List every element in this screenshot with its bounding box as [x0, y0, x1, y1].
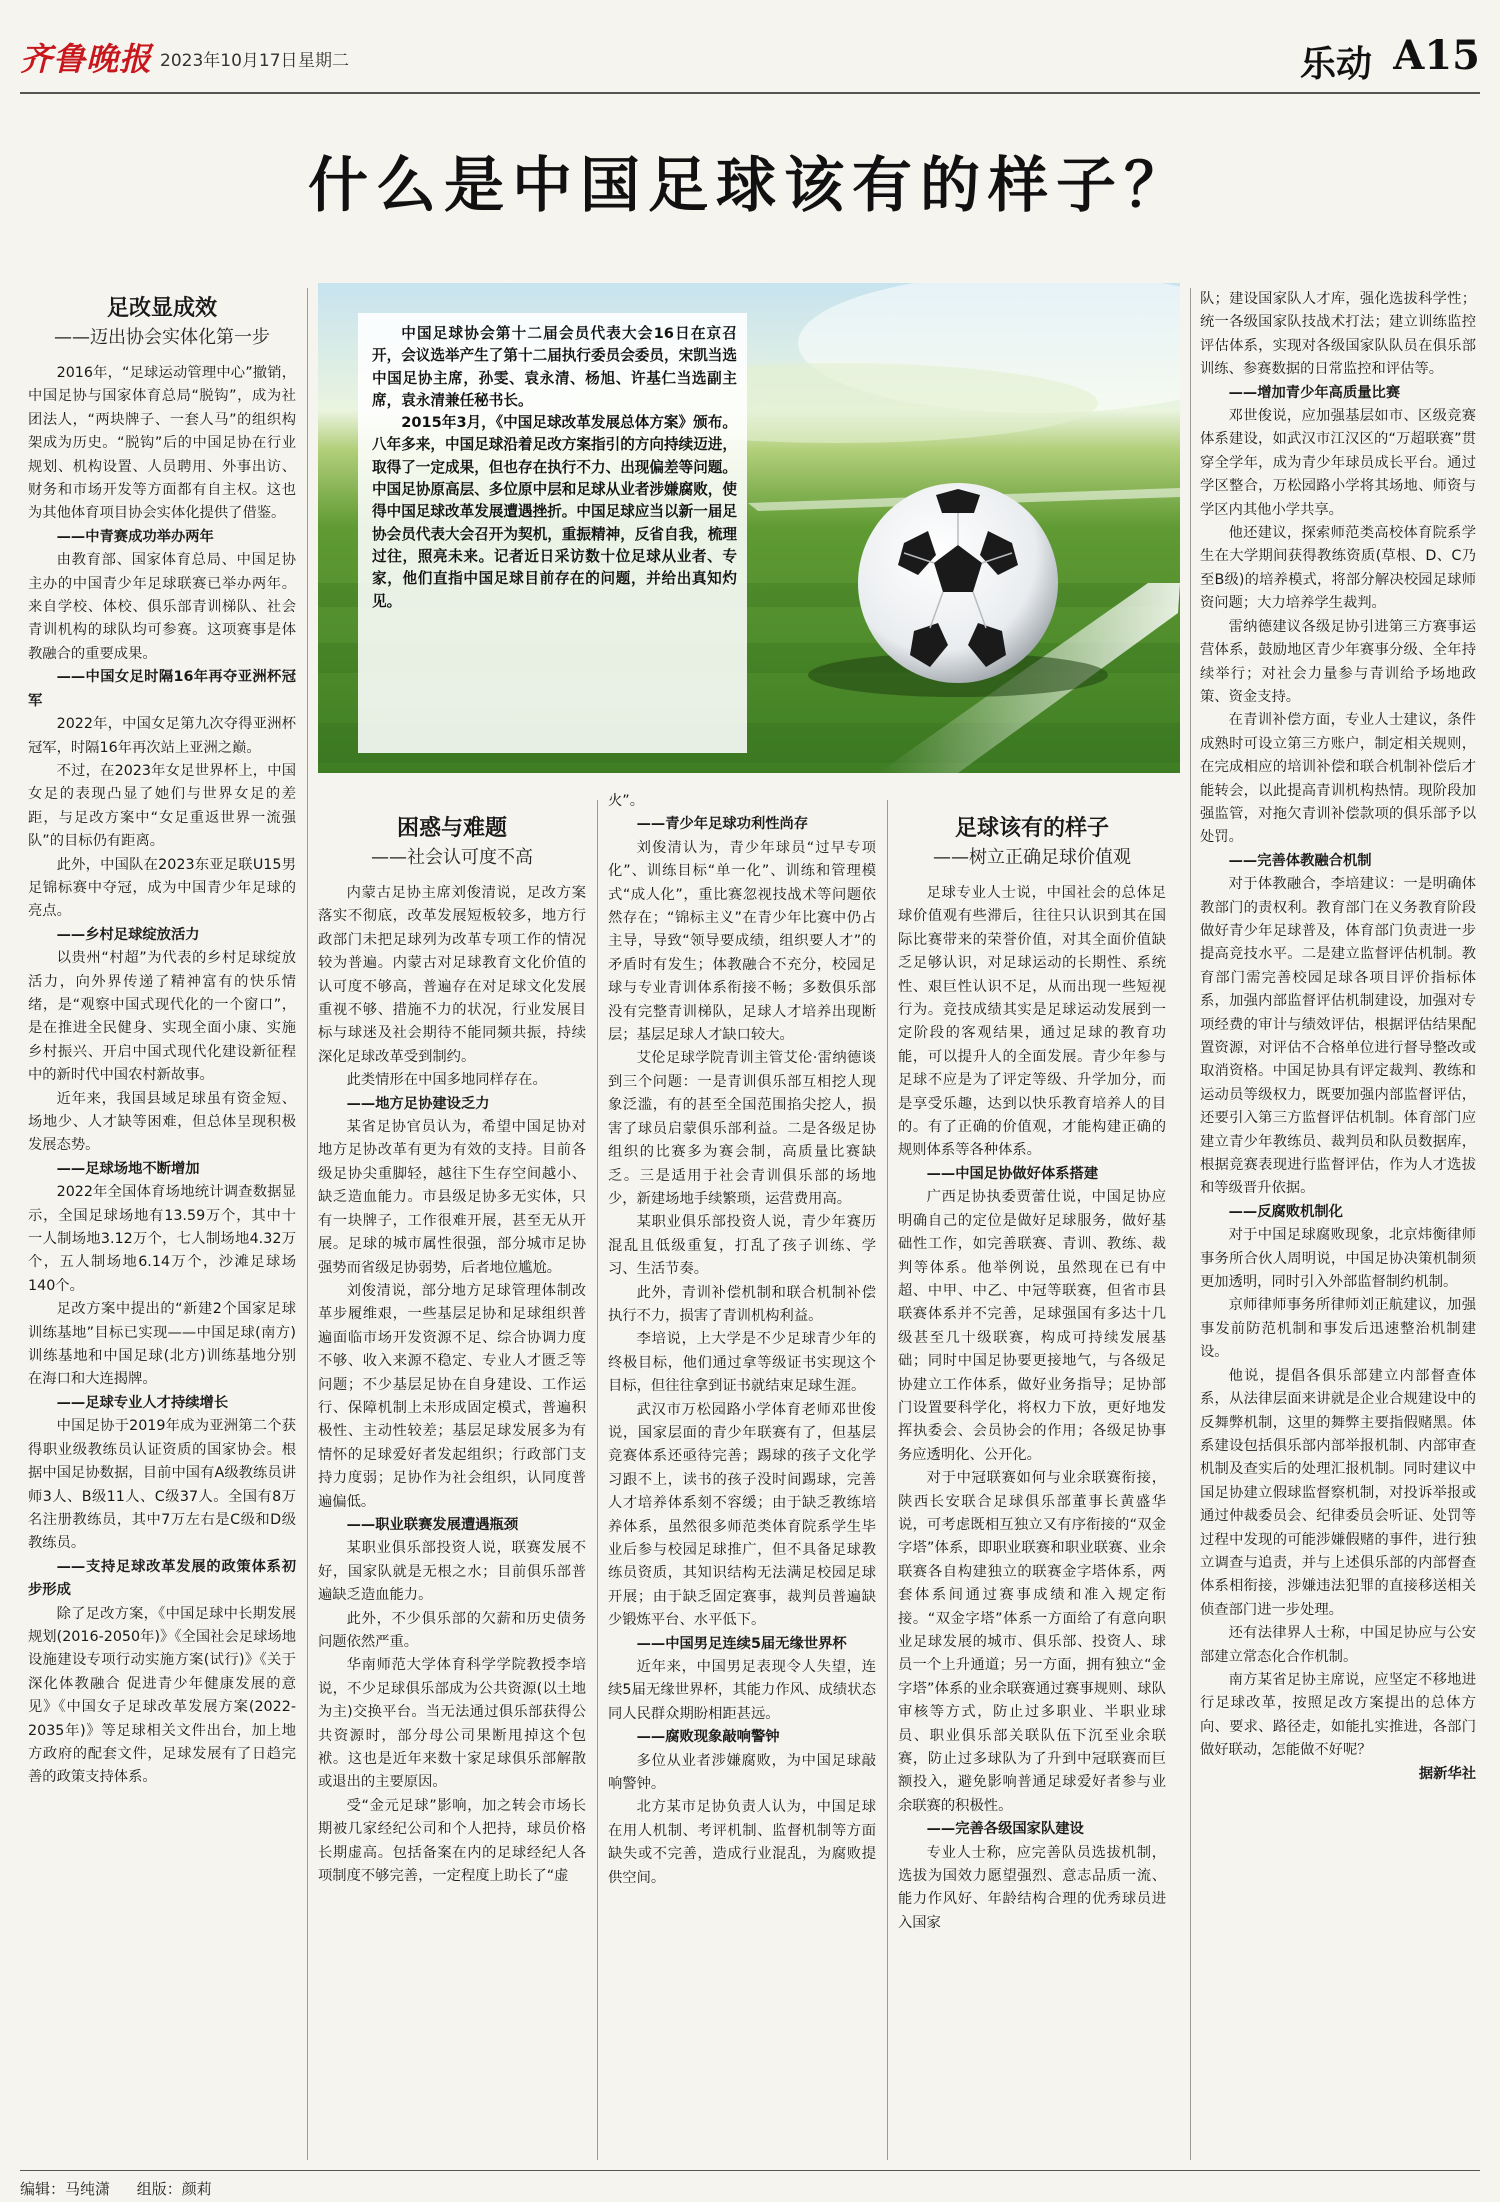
body-paragraph: 李培说，上大学是不少足球青少年的终极目标，他们通过拿等级证书实现这个目标，但往往拿到证书就结束足球生涯。 [608, 1331, 876, 1395]
section-subtitle: ——迈出协会实体化第一步 [54, 327, 270, 348]
subsection-heading: ——中青赛成功举办两年 [56, 528, 214, 545]
body-paragraph: 此外，不少俱乐部的欠薪和历史债务问题依然严重。 [318, 1610, 586, 1650]
body-paragraph: 在青训补偿方面，专业人士建议，条件成熟时可设立第三方账户，制定相关规则，在完成相应的培训补偿和联合机制补偿后才能转会，以此提高青训机构热情。现阶段加强监管，对拖欠青训补偿款项的俱乐部予以处罚。 [1200, 712, 1476, 846]
column-body [28, 362, 296, 1790]
body-paragraph: 某职业俱乐部投资人说，联赛发展不好，国家队就是无根之水；目前俱乐部普遍缺乏造血能力。 [318, 1540, 586, 1604]
body-paragraph: 中国足协于2019年成为亚洲第二个获得职业级教练员认证资质的国家协会。根据中国足协数据，目前中国有A级教练员讲师3人、B级11人、C级37人。全国有8万名注册教练员，其中7万左右是C级和D级教练员。 [28, 1418, 296, 1552]
body-paragraph: 受“金元足球”影响，加之转会市场长期被几家经纪公司和个人把持，球员价格长期虚高。包括备案在内的足球经纪人各项制度不够完善，一定程度上助长了“虚 [318, 1797, 586, 1885]
section-subtitle: ——树立正确足球价值观 [933, 847, 1131, 868]
body-paragraph: 对于中冠联赛如何与业余联赛衔接，陕西长安联合足球俱乐部董事长黄盛华说，可考虑既相互独立又有序衔接的“双金字塔”体系，即职业联赛和职业联赛、业余联赛各自构建独立的联赛金字塔体系，两套体系间通过赛事成绩和准入规定衔接。“双金字塔”体系一方面给了有意向职业足球发展的城市、俱乐部、投资人、球员一个上升通道；另一方面，拥有独立“金字塔”体系的业余联赛通过赛事规则、球队审核等方式，防止过多职业、半职业球员、职业俱乐部关联队伍下沉至业余联赛，防止过多球队为了升到中冠联赛而巨额投入，避免影响普通足球爱好者参与业余联赛的积极性。 [898, 1470, 1166, 1814]
masthead [20, 30, 1480, 90]
column-divider [307, 288, 308, 2160]
lead-summary [358, 313, 747, 753]
section-name: 乐动 [1299, 44, 1372, 85]
subsection-heading: ——乡村足球绽放活力 [56, 926, 200, 943]
source-credit: 据新华社 [1418, 1765, 1476, 1782]
column-divider [597, 800, 598, 2160]
header-rule [20, 92, 1480, 94]
body-paragraph: 专业人士称，应完善队员选拔机制，选拔为国效力愿望强烈、意志品质一流、能力作风好、年龄结构合理的优秀球员进入国家 [898, 1844, 1166, 1931]
body-paragraph: 多位从业者涉嫌腐败，为中国足球敲响警钟。 [608, 1752, 876, 1793]
subsection-heading: ——足球专业人才持续增长 [56, 1394, 229, 1411]
section-title: 足球该有的样子 [954, 815, 1109, 841]
body-paragraph: 北方某市足协负责人认为，中国足球在用人机制、考评机制、监督机制等方面缺失或不完善，造成行业混乱，为腐败提供空间。 [608, 1799, 876, 1886]
body-paragraph: 武汉市万松园路小学体育老师邓世俊说，国家层面的青少年联赛有了，但基层竞赛体系还亟待完善；踢球的孩子文化学习跟不上，读书的孩子没时间踢球，完善人才培养体系刻不容缓；由于缺乏教练培养体系，虽然很多师范类体育院系学生毕业后参与校园足球推广，但不具备足球教练员资质，其知识结构无法满足校园足球开展；由于缺乏固定赛事，裁判员普遍缺少锻炼平台、水平低下。 [608, 1401, 876, 1629]
column-5 [1200, 288, 1476, 2164]
section-title: 足改显成效 [106, 295, 217, 321]
body-paragraph: 南方某省足协主席说，应坚定不移地进行足球改革，按照足改方案提出的总体方向、要求、路径走，如能扎实推进，各部门做好联动，怎能做不好呢？ [1200, 1671, 1476, 1759]
body-paragraph: 此外，中国队在2023东亚足联U15男足锦标赛中夺冠，成为中国青少年足球的亮点。 [28, 856, 296, 920]
lead-paragraph: 中国足球协会第十二届会员代表大会16日在京召开，会议选举产生了第十二届执行委员会委员，宋凯当选中国足协主席，孙雯、袁永清、杨旭、许基仁当选副主席，袁永清兼任秘书长。 [372, 325, 737, 409]
hero-image [318, 283, 1180, 773]
column-divider [887, 800, 888, 2160]
column-1 [28, 290, 296, 2162]
body-paragraph: 除了足改方案，《中国足球中长期发展规划(2016-2050年)》《全国社会足球场地设施建设专项行动实施方案(试行)》《关于深化体教融合 促进青少年健康发展的意见》《中国女子足球改革发展方案(2022-2035年)》等足球相关文件出台，加上地方政府的配套文件，足球发展有了日趋完善的政策支持体系。 [28, 1605, 296, 1786]
page-footer [20, 2178, 920, 2199]
subsection-heading: ——中国足协做好体系搭建 [926, 1165, 1099, 1182]
column-2 [318, 810, 586, 2162]
body-paragraph: 2022年全国体育场地统计调查数据显示，全国足球场地有13.59万个，其中十一人制场地3.12万个，七人制场地4.32万个，五人制场地6.14万个，沙滩足球场140个。 [28, 1184, 296, 1294]
body-paragraph: 近年来，中国男足表现令人失望，连续5届无缘世界杯，其能力作风、成绩状态同人民群众期盼相距甚远。 [608, 1659, 876, 1722]
subsection-heading: ——增加青少年高质量比赛 [1228, 384, 1401, 401]
body-paragraph: 京师律师事务所律师刘正航建议，加强事发前防范机制和事发后迅速整治机制建设。 [1200, 1297, 1476, 1361]
article-headline: 什么是中国足球该有的样子？ [308, 151, 1192, 221]
body-paragraph: 此类情形在中国多地同样存在。 [346, 1072, 547, 1089]
issue-weekday: 星期二 [298, 51, 349, 71]
body-paragraph: 雷纳德建议各级足协引进第三方赛事运营体系，鼓励地区青少年赛事分级、全年持续举行；对社会力量参与青训给予场地政策、资金支持。 [1200, 618, 1476, 705]
body-paragraph: 对于体教融合，李培建议：一是明确体教部门的责权利。教育部门在义务教育阶段做好青少年足球普及，体育部门负责进一步提高竞技水平。二是建立监督评估机制。教育部门需完善校园足球各项目评价指标体系，加强内部监督评估机制建设，加强对专项经费的审计与绩效评估，根据评估结果配置资源，对评估不合格单位进行督导整改或取消资格。中国足协具有评定裁判、教练和运动员等级权力，既要加强内部监督评估，还要引入第三方监督评估机制。体育部门应建立青少年教练员、裁判员和队员数据库，根据竞赛表现进行监督评估，作为人才选拔和等级晋升依据。 [1200, 876, 1476, 1197]
body-paragraph: 2022年，中国女足第九次夺得亚洲杯冠军，时隔16年再次站上亚洲之巅。 [28, 716, 296, 756]
column-body [1200, 288, 1476, 1786]
body-paragraph: 此外，青训补偿机制和联合机制补偿执行不力，损害了青训机构利益。 [608, 1284, 876, 1324]
column-4 [898, 810, 1166, 2162]
body-paragraph: 广西足协执委贾蕾仕说，中国足协应明确自己的定位是做好足球服务，做好基础性工作，如完善联赛、青训、教练、裁判等体系。他举例说，虽然现在已有中超、中甲、中乙、中冠等联赛，但省市县联赛体系并不完善，足球强国有多达十几级甚至几十级联赛，构成可持续发展基础；同时中国足协要更接地气，与各级足协建立工作体系，做好业务指导；足协部门设置要科学化，将权力下放，更好地发挥执委会、会员协会的作用；各级足协事务应透明化、公开化。 [898, 1189, 1166, 1463]
column-body [318, 882, 586, 1888]
subsection-heading: ——足球场地不断增加 [56, 1160, 200, 1177]
body-paragraph: 火”。 [608, 793, 645, 809]
body-paragraph: 2016年，“足球运动管理中心”撤销，中国足协与国家体育总局“脱钩”，成为社团法人，“两块牌子、一套人马”的组织构架成为历史。“脱钩”后的中国足协在行业规划、机构设置、人员聘用、外事出访、财务和市场开发等方面都有自主权。这也为其他体育项目协会实体化提供了借鉴。 [28, 365, 296, 522]
subsection-heading: ——支持足球改革发展的政策体系初步形成 [28, 1558, 296, 1599]
layout-credit: 组版：颜莉 [136, 2180, 212, 2198]
issue-date: 2023年10月17日 [160, 51, 298, 71]
subsection-heading: ——中国女足时隔16年再夺亚洲杯冠军 [28, 669, 296, 709]
body-paragraph: 近年来，我国县域足球虽有资金短、场地少、人才缺等困难，但总体呈现积极发展态势。 [28, 1090, 296, 1154]
body-paragraph: 刘俊清认为，青少年球员“过早专项化”、训练目标“单一化”、训练和管理模式“成人化”，重比赛忽视技战术等问题依然存在；“锦标主义”在青少年比赛中仍占主导，导致“领导要成绩，组织要人才”的矛盾时有发生；体教融合不充分，校园足球与专业青训体系衔接不畅；多数俱乐部没有完整青训梯队，足球人才培养出现断层；基层足球人才缺口较大。 [608, 839, 876, 1044]
body-paragraph: 艾伦足球学院青训主管艾伦·雷纳德谈到三个问题：一是青训俱乐部互相挖人现象泛滥，有的甚至全国范围掐尖挖人，损害了球员启蒙俱乐部利益。二是各级足协组织的比赛多为赛会制，高质量比赛缺乏。三是适用于社会青训俱乐部的场地少，新建场地手续繁琐，运营费用高。 [608, 1050, 876, 1207]
column-3 [608, 790, 876, 2162]
subsection-heading: ——中国男足连续5届无缘世界杯 [636, 1635, 847, 1652]
body-paragraph: 不过，在2023年女足世界杯上，中国女足的表现凸显了她们与世界女足的差距，与足改方案中“女足重返世界一流强队”的目标仍有距离。 [28, 762, 296, 850]
subsection-heading: ——青少年足球功利性尚存 [636, 816, 809, 833]
body-paragraph: 某省足协官员认为，希望中国足协对地方足协改革有更为有效的支持。目前各级足协尖重脚轻，越往下生存空间越小、缺乏造血能力。市县级足协多无实体，只有一块牌子，工作很难开展，甚至无从开展。足球的城市属性很强，部分城市足协强势而省级足协弱势，后者地位尴尬。 [318, 1119, 586, 1276]
body-paragraph: 足改方案中提出的“新建2个国家足球训练基地”目标已实现——中国足球(南方)训练基地和中国足球(北方)训练基地分别在海口和大连揭牌。 [28, 1301, 296, 1388]
body-paragraph: 某职业俱乐部投资人说，青少年赛历混乱且低级重复，打乱了孩子训练、学习、生活节奏。 [608, 1214, 876, 1278]
subsection-heading: ——地方足协建设乏力 [346, 1095, 490, 1112]
page-number: A15 [1393, 32, 1480, 79]
section-title: 困惑与难题 [396, 815, 507, 841]
subsection-heading: ——完善体教融合机制 [1228, 852, 1372, 869]
column-divider [1190, 288, 1191, 2160]
body-paragraph: 邓世俊说，应加强基层如市、区级竞赛体系建设，如武汉市江汉区的“万超联赛”贯穿全学年，成为青少年球员成长平台。通过学区整合，万松园路小学将其场地、师资与学区内其他小学共享。 [1200, 408, 1476, 518]
body-paragraph: 还有法律界人士称，中国足协应与公安部建立常态化合作机制。 [1200, 1625, 1476, 1665]
subsection-heading: ——腐败现象敲响警钟 [636, 1729, 780, 1746]
column-body [898, 882, 1166, 1935]
subsection-heading: ——反腐败机制化 [1228, 1203, 1343, 1220]
body-paragraph: 由教育部、国家体育总局、中国足协主办的中国青少年足球联赛已举办两年。来自学校、体校、俱乐部青训梯队、社会青训机构的球队均可参赛。这项赛事是体教融合的重要成果。 [28, 552, 296, 662]
body-paragraph: 对于中国足球腐败现象，北京炜衡律师事务所合伙人周明说，中国足协决策机制须更加透明，同时引入外部监督制约机制。 [1200, 1227, 1476, 1291]
body-paragraph: 他说，提倡各俱乐部建立内部督查体系，从法律层面来讲就是企业合规建设中的反舞弊机制，这里的舞弊主要指假赌黑。体系建设包括俱乐部内部举报机制、内部审查机制及查实后的处理汇报机制。同时建议中国足协建立假球监督察机制，对投诉举报或通过仲裁委员会、纪律委员会听证、处罚等过程中发现的可能涉嫌假赌的事件，进行独立调查与追责，并与上述俱乐部的内部督查体系相衔接，涉嫌违法犯罪的直接移送相关侦查部门进一步处理。 [1200, 1367, 1476, 1618]
editor-credit: 编辑：马纯潇 [20, 2180, 111, 2198]
lead-paragraph: 2015年3月，《中国足球改革发展总体方案》颁布。八年多来，中国足球沿着足改方案指引的方向持续迈进，取得了一定成果，但也存在执行不力、出现偏差等问题。中国足协原高层、多位原中层和足球从业者涉嫌腐败，使得中国足球改革发展遭遇挫折。中国足球应当以新一届足协会员代表大会召开为契机，重振精神，反省自我，梳理过往，照亮未来。记者近日采访数十位足球从业者、专家，他们直指中国足球目前存在的问题，并给出真知灼见。 [372, 414, 737, 610]
column-body [608, 790, 876, 1890]
body-paragraph: 队；建设国家队人才库，强化选拔科学性；统一各级国家队技战术打法；建立训练监控评估体系，实现对各级国家队队员在俱乐部训练、参赛数据的日常监控和评估等。 [1200, 291, 1476, 378]
body-paragraph: 足球专业人士说，中国社会的总体足球价值观有些滞后，往往只认识到其在国际比赛带来的荣誉价值，对其全面价值缺乏足够认识，对足球运动的长期性、系统性、艰巨性认识不足，从而出现一些短视行为。竞技成绩其实是足球运动发展到一定阶段的客观结果，通过足球的教育功能，可以提升人的全面发展。青少年参与足球不应是为了评定等级、升学加分，而是享受乐趣，达到以快乐教育培养人的目的。有了正确的价值观，才能构建正确的规则体系等各种体系。 [898, 885, 1166, 1159]
body-paragraph: 他还建议，探索师范类高校体育院系学生在大学期间获得教练资质(草根、D、C乃至B级)的培养模式，将部分解决校园足球师资问题；大力培养学生裁判。 [1200, 525, 1476, 612]
footer-rule [20, 2170, 1480, 2171]
subsection-heading: ——职业联赛发展遭遇瓶颈 [346, 1516, 519, 1533]
body-paragraph: 华南师范大学体育科学学院教授李培说，不少足球俱乐部成为公共资源(以土地为主)交换平台。当无法通过俱乐部获得公共资源时，部分母公司果断甩掉这个包袱。这也是近年来数十家足球俱乐部解散或退出的主要原因。 [318, 1657, 586, 1791]
subsection-heading: ——完善各级国家队建设 [926, 1821, 1084, 1838]
section-subtitle: ——社会认可度不高 [371, 847, 533, 868]
body-paragraph: 内蒙古足协主席刘俊清说，足改方案落实不彻底，改革发展短板较多，地方行政部门未把足球列为改革专项工作的情况较为普遍。内蒙古对足球教育文化价值的认可度不够高，普遍存在对足球文化发展重视不够、措施不力的状况，行业发展目标与球迷及社会期待不能同频共振，持续深化足球改革受到制约。 [318, 885, 586, 1065]
newspaper-logo: 齐鲁晚报 [20, 40, 153, 78]
body-paragraph: 以贵州“村超”为代表的乡村足球绽放活力，向外界传递了精神富有的快乐情绪，是“观察中国式现代化的一个窗口”，是在推进全民健身、实现全面小康、实施乡村振兴、开启中国式现代化建设新征程中的新时代中国农村新故事。 [28, 950, 296, 1084]
body-paragraph: 刘俊清说，部分地方足球管理体制改革步履维艰，一些基层足协和足球组织普遍面临市场开发资源不足、综合协调力度不够、收入来源不稳定、专业人才匮乏等问题；不少基层足协在自身建设、工作运行、保障机制上未形成固定模式，普遍积极性、主动性较差；基层足球发展多为有情怀的足球爱好者发起组织；行政部门支持力度弱；足协作为社会组织，认同度普遍偏低。 [318, 1282, 586, 1510]
